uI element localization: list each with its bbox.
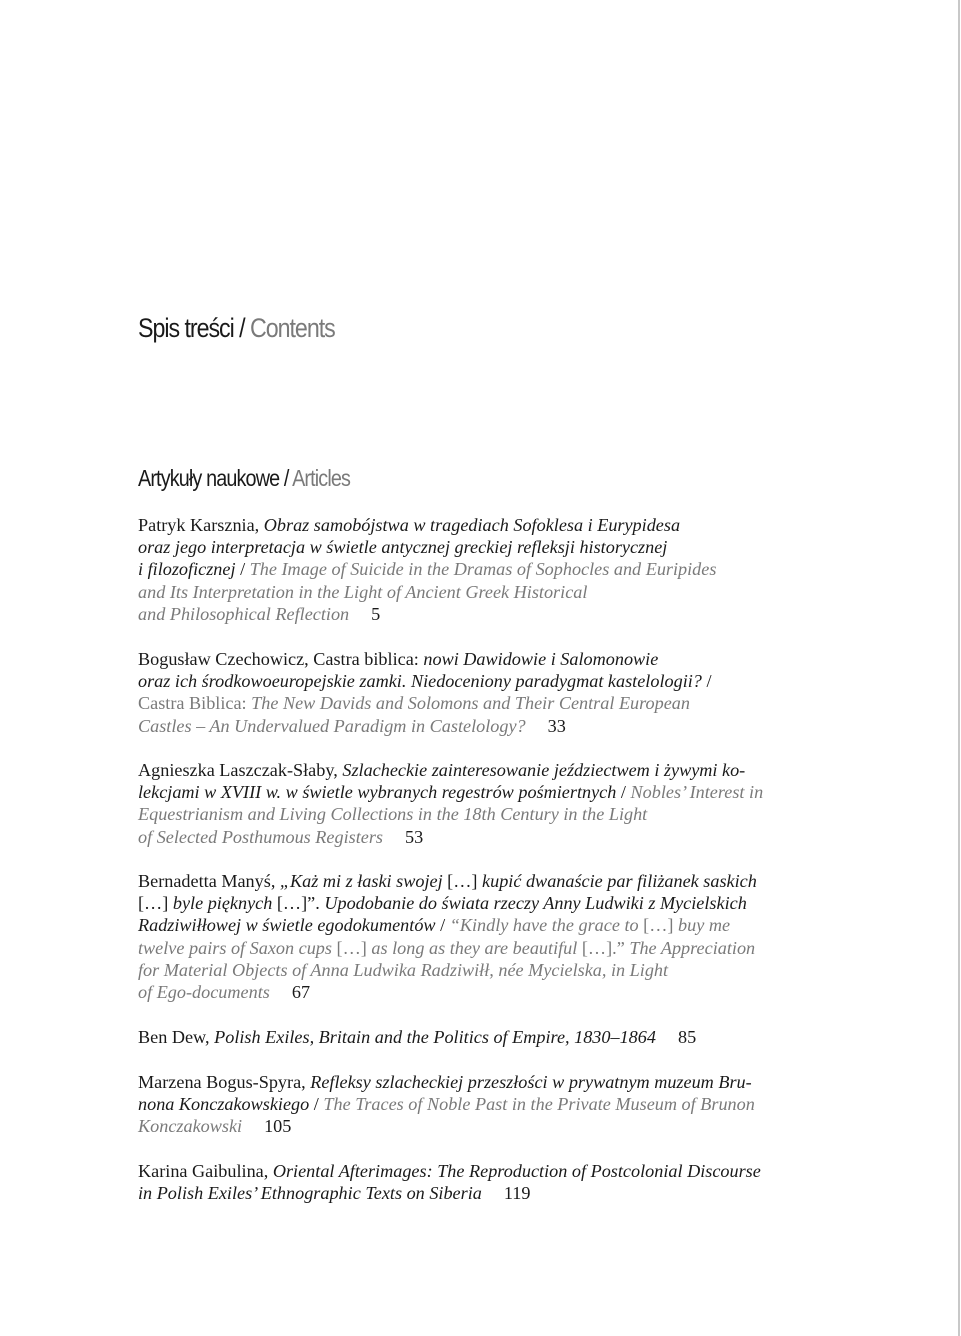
entry-line (138, 892, 818, 914)
entry-title-en: The New Davids and Solomons and Their Central European (251, 693, 690, 714)
page-title-separator: / (233, 313, 251, 343)
entry-title-en: The Traces of Noble Past in the Private Museum of Brunon (323, 1094, 755, 1115)
entry-line (138, 715, 818, 737)
entry-title-pl: oraz jego interpretacja w świetle antycznej greckiej refleksji historycznej (138, 537, 668, 558)
entry-title-en: for Material Objects of Anna Ludwika Radziwiłł, née Mycielska, in Light (138, 959, 669, 980)
entry-line (138, 692, 818, 714)
toc-entry[interactable] (138, 1026, 818, 1048)
entry-title-pl: Oriental Afterimages: The Reproduction of Postcolonial Discourse (272, 1161, 761, 1181)
entry-author: Ben Dew, (138, 1027, 210, 1047)
entry-page-number[interactable]: 67 (291, 982, 311, 1003)
section-heading-pl: Artykuły naukowe (138, 465, 280, 491)
entry-title-en: of Selected Posthumous Registers (138, 826, 383, 847)
entry-title-pl: oraz ich środkowoeuropejskie zamki. Niedoceniony paradygmat kastelologii? (138, 671, 702, 692)
ellipsis-bracket: […].” (581, 937, 625, 958)
toc-entry[interactable] (138, 759, 818, 848)
entry-title-en: The Image of Suicide in the Dramas of Sophocles and Euripides (249, 559, 717, 580)
entry-line (138, 1160, 818, 1182)
entry-title-en: buy me (678, 915, 731, 936)
title-separator: / (701, 671, 712, 692)
entry-title-en: Nobles’ Interest in (630, 782, 764, 803)
entry-title-en: twelve pairs of Saxon cups (138, 937, 332, 958)
entry-title-pl: nowi Dawidowie i Salomonowie (423, 649, 659, 669)
entry-title-pl: lekcjami w XVIII w. w świetle wybranych regestrów pośmiertnych (138, 782, 617, 803)
entry-page-number[interactable]: 33 (547, 715, 566, 736)
entry-title-prefix: Castra biblica: (313, 649, 419, 669)
entry-line (138, 803, 818, 825)
page-title-en: Contents (250, 313, 335, 343)
entry-title-pl: Refleksy szlacheckiej przeszłości w prywatnym muzeum Bru- (310, 1072, 752, 1092)
entry-title-pl: Upodobanie do świata rzeczy Anny Ludwiki z Mycielskich (324, 893, 747, 914)
entry-line (138, 1071, 818, 1093)
entry-title-en: Konczakowski (138, 1116, 243, 1137)
entry-page-number[interactable]: 5 (371, 603, 381, 624)
toc-entry[interactable] (138, 1160, 818, 1204)
entry-line (138, 603, 818, 625)
entry-line (138, 981, 818, 1003)
entry-line (138, 1026, 818, 1048)
ellipsis-bracket: […] (447, 871, 478, 891)
entry-title-en: as long as they are beautiful (371, 937, 578, 958)
toc-entry[interactable] (138, 648, 818, 737)
page-title-pl: Spis treści (138, 313, 234, 343)
section-heading-en: Articles (292, 465, 351, 491)
toc-entry[interactable] (138, 514, 818, 625)
entry-line (138, 870, 818, 892)
entry-line (138, 558, 818, 580)
title-separator: / (616, 782, 631, 803)
ellipsis-bracket: […] (138, 893, 169, 914)
entry-line (138, 914, 818, 936)
entry-page-number[interactable]: 85 (677, 1027, 697, 1047)
toc-entry[interactable] (138, 870, 818, 1003)
entry-author: Bogusław Czechowicz, (138, 649, 309, 669)
ellipsis-bracket: […] (643, 915, 674, 936)
ellipsis-bracket: […] (336, 937, 367, 958)
entry-line (138, 648, 818, 670)
entry-line (138, 959, 818, 981)
entry-author: Patryk Karsznia, (138, 515, 260, 535)
title-separator: / (235, 559, 250, 580)
entry-title-en: and Philosophical Reflection (138, 603, 350, 624)
entry-line (138, 670, 818, 692)
entry-line (138, 1093, 818, 1115)
entry-title-pl: Obraz samobójstwa w tragediach Sofoklesa i Eurypidesa (263, 515, 681, 535)
entry-author: Marzena Bogus-Spyra, (138, 1072, 306, 1092)
entry-title-pl: byle pięknych (172, 893, 273, 914)
entry-line (138, 536, 818, 558)
entry-line (138, 937, 818, 959)
page-title (138, 313, 335, 344)
entry-title-en-prefix: Castra Biblica: (138, 693, 247, 714)
entry-title-pl: Radziwiłłowej w świetle egodokumentów (138, 915, 436, 936)
entry-page-number[interactable]: 53 (404, 826, 424, 847)
entry-title-en: The Appreciation (629, 937, 756, 958)
entry-title-en: Equestrianism and Living Collections in the 18th Century in the Light (138, 804, 648, 825)
entry-author: Agnieszka Laszczak-Słaby, (138, 760, 338, 780)
title-separator: / (309, 1094, 324, 1115)
entry-page-number[interactable]: 119 (503, 1183, 531, 1204)
ellipsis-bracket: […]”. (276, 893, 320, 914)
entry-title-pl: in Polish Exiles’ Ethnographic Texts on Siberia (138, 1183, 482, 1204)
entry-title-pl: kupić dwanaście par filiżanek saskich (482, 871, 757, 891)
entry-title-en: of Ego-documents (138, 982, 270, 1003)
entry-line (138, 1115, 818, 1137)
entry-line (138, 781, 818, 803)
section-heading (138, 465, 350, 492)
section-heading-separator: / (279, 465, 293, 491)
entry-title-pl: „Każ mi z łaski swojej (279, 871, 443, 891)
entry-line (138, 759, 818, 781)
entry-author: Bernadetta Manyś, (138, 871, 276, 891)
entry-title-pl: i filozoficznej (138, 559, 236, 580)
entry-title-pl: Szlacheckie zainteresowanie jeździectwem i żywymi ko- (342, 760, 746, 780)
entry-line (138, 514, 818, 536)
page-edge-border (958, 0, 960, 1336)
entry-title-pl: Polish Exiles, Britain and the Politics of Empire, 1830–1864 (214, 1027, 656, 1047)
entry-title-en: and Its Interpretation in the Light of Ancient Greek Historical (138, 581, 588, 602)
entry-author: Karina Gaibulina, (138, 1161, 269, 1181)
entry-line (138, 1182, 818, 1204)
entry-title-en: “Kindly have the grace to (449, 915, 639, 936)
entry-title-en: Castles – An Undervalued Paradigm in Castelology? (138, 715, 526, 736)
entry-title-pl: nona Konczakowskiego (138, 1094, 310, 1115)
toc-entry[interactable] (138, 1071, 818, 1138)
entry-line (138, 826, 818, 848)
entry-line (138, 581, 818, 603)
entry-page-number[interactable]: 105 (264, 1116, 292, 1137)
title-separator: / (435, 915, 450, 936)
